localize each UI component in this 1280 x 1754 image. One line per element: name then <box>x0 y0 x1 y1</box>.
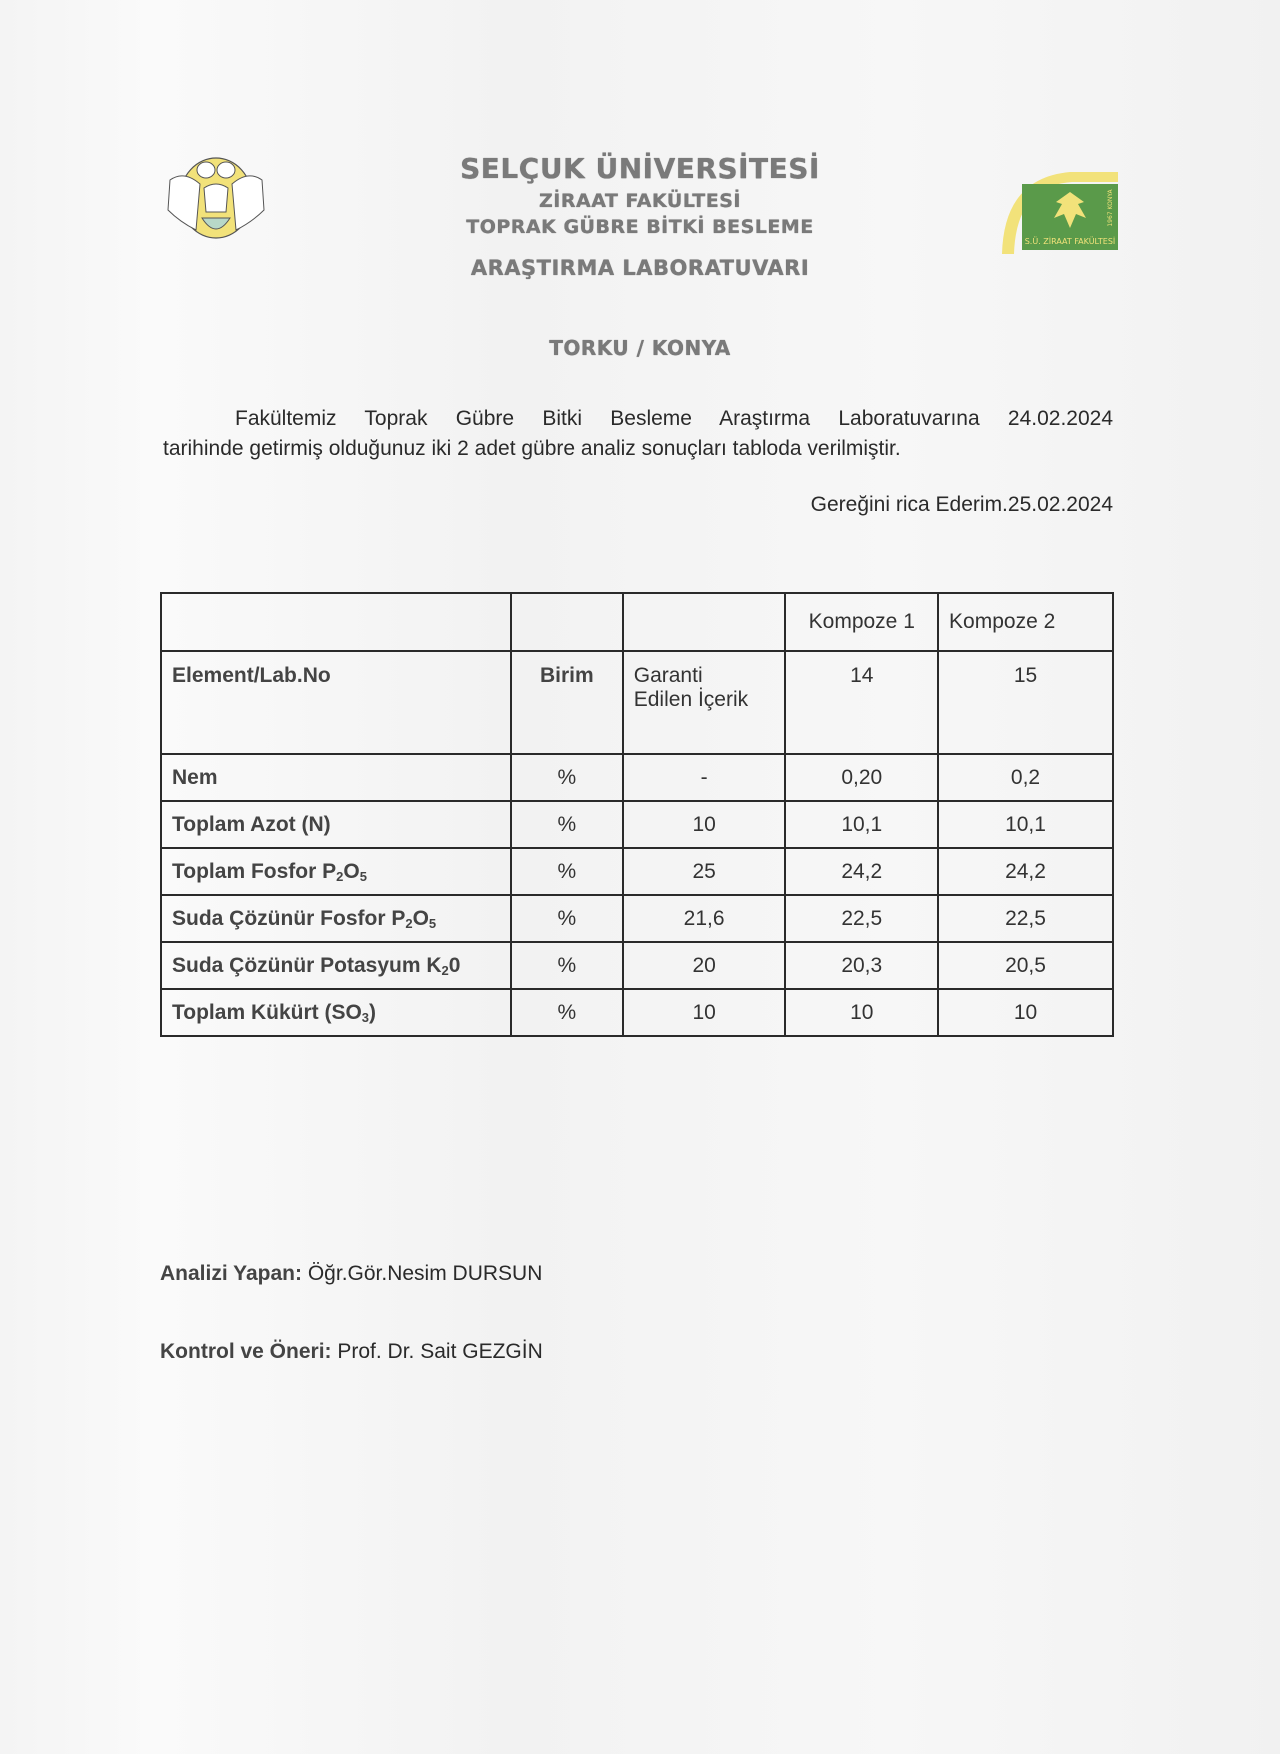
row-guaranteed: 20 <box>623 942 786 989</box>
row-kompoze-2: 10 <box>938 989 1113 1036</box>
control-label: Kontrol ve Öneri: <box>160 1340 332 1363</box>
row-kompoze-2: 22,5 <box>938 895 1113 942</box>
row-guaranteed: 21,6 <box>623 895 786 942</box>
empty-cell <box>623 593 786 651</box>
row-kompoze-1: 24,2 <box>785 848 938 895</box>
row-unit: % <box>511 895 623 942</box>
faculty-logo-side-text: 1967 KONYA <box>1107 189 1114 227</box>
faculty-logo-text: S.Ü. ZİRAAT FAKÜLTESİ <box>1024 237 1116 246</box>
row-name <box>161 989 511 1036</box>
table-row <box>161 801 1113 848</box>
table-row <box>161 942 1113 989</box>
row-kompoze-1: 10 <box>785 989 938 1036</box>
row-guaranteed: 25 <box>623 848 786 895</box>
body-line-1: Fakültemiz Toprak Gübre Bitki Besleme Araştırma Laboratuvarına 24.02.2024 <box>235 407 1113 430</box>
body-line-2: tarihinde getirmiş olduğunuz iki 2 adet gübre analiz sonuçları tabloda verilmiştir. <box>163 437 901 460</box>
table-row <box>161 754 1113 801</box>
row-name-tail: O <box>343 859 360 883</box>
col-guaranteed-line2: Edilen İçerik <box>633 688 749 711</box>
row-unit: % <box>511 942 623 989</box>
row-name <box>161 801 511 848</box>
table-row <box>161 989 1113 1036</box>
university-name: SELÇUK ÜNİVERSİTESİ <box>460 152 820 185</box>
closing-line: Gereğini rica Ederim.25.02.2024 <box>810 493 1113 516</box>
analyst-name: Öğr.Gör.Nesim DURSUN <box>307 1262 543 1285</box>
row-name-text: Suda Çözünür Fosfor P <box>172 906 406 930</box>
row-name-text: Toplam Kükürt (SO <box>172 1000 362 1024</box>
row-guaranteed: 10 <box>623 801 786 848</box>
row-unit: % <box>511 848 623 895</box>
department-name: TOPRAK GÜBRE BİTKİ BESLEME <box>466 216 814 238</box>
row-name <box>161 942 511 989</box>
row-name-text: Toplam Fosfor P <box>172 859 337 883</box>
row-unit: % <box>511 754 623 801</box>
lab-no-1: 14 <box>785 651 938 754</box>
analyst-label: Analizi Yapan: <box>160 1262 302 1285</box>
row-kompoze-2: 10,1 <box>938 801 1113 848</box>
row-name <box>161 895 511 942</box>
recipient: TORKU / KONYA <box>549 336 731 360</box>
empty-cell <box>511 593 623 651</box>
row-name-text: Nem <box>172 765 218 789</box>
row-name-sub: 2 <box>405 915 413 931</box>
control-name: Prof. Dr. Sait GEZGİN <box>337 1340 543 1363</box>
row-name <box>161 848 511 895</box>
table-row <box>161 848 1113 895</box>
row-guaranteed: 10 <box>623 989 786 1036</box>
row-name-text: Suda Çözünür Potasyum K <box>172 953 442 977</box>
row-kompoze-2: 20,5 <box>938 942 1113 989</box>
col-unit: Birim <box>511 651 623 754</box>
table-row <box>161 895 1113 942</box>
row-unit: % <box>511 801 623 848</box>
sample-name-1: Kompoze 1 <box>785 593 938 651</box>
row-name-text: Toplam Azot (N) <box>172 812 331 836</box>
col-element: Element/Lab.No <box>161 651 511 754</box>
row-unit: % <box>511 989 623 1036</box>
row-name-sub: 3 <box>361 1009 370 1025</box>
sample-name-2: Kompoze 2 <box>938 593 1113 651</box>
analyst-signature <box>160 1262 542 1286</box>
lab-name: ARAŞTIRMA LABORATUVARI <box>470 256 810 280</box>
col-guaranteed <box>623 651 786 754</box>
row-name-sub2: 5 <box>428 915 437 931</box>
row-name-sub2: 5 <box>359 868 367 884</box>
row-kompoze-1: 22,5 <box>785 895 938 942</box>
lab-no-2: 15 <box>938 651 1113 754</box>
faculty-name: ZİRAAT FAKÜLTESİ <box>539 190 741 212</box>
row-name-tail: ) <box>369 1000 377 1024</box>
faculty-logo <box>1000 168 1122 254</box>
analysis-table <box>160 592 1114 1037</box>
row-name-tail: 0 <box>448 953 461 977</box>
empty-cell <box>161 593 511 651</box>
row-kompoze-2: 24,2 <box>938 848 1113 895</box>
table-header-row <box>161 593 1113 651</box>
row-name-tail: O <box>412 906 429 930</box>
col-guaranteed-line1: Garanti <box>633 664 703 687</box>
row-kompoze-1: 20,3 <box>785 942 938 989</box>
table-subheader-row <box>161 651 1113 754</box>
row-guaranteed: - <box>623 754 786 801</box>
control-signature <box>160 1340 543 1364</box>
row-kompoze-2: 0,2 <box>938 754 1113 801</box>
row-name <box>161 754 511 801</box>
row-name-sub: 2 <box>441 962 449 978</box>
row-kompoze-1: 0,20 <box>785 754 938 801</box>
row-name-sub: 2 <box>336 868 344 884</box>
row-kompoze-1: 10,1 <box>785 801 938 848</box>
